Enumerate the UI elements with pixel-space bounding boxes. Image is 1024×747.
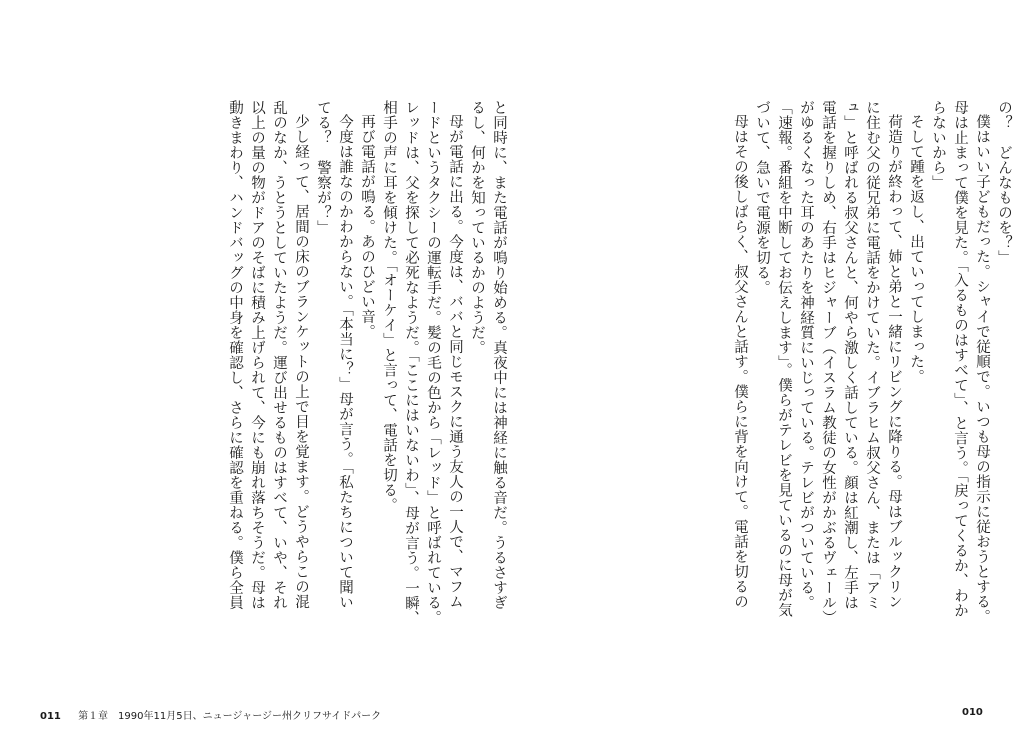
- right-page-body: [545, 100, 1015, 660]
- text-line: 再び電話が鳴る。あのひどい音。: [359, 114, 375, 339]
- left-page-footer: [40, 707, 381, 722]
- running-head: 第１章 1990年11月5日、ニュージャージー州クリフサイドパーク: [78, 711, 382, 722]
- text-line: そして踵を返し、出ていってしまった。: [908, 114, 924, 384]
- text-line: 荷造りが終わって、姉と弟と一緒にリビングに降りる。母はブルックリン: [886, 114, 902, 609]
- text-line: 電話を握りしめ、右手はヒジャーブ（イスラム教徒の女性がかぶるヴェール）: [820, 100, 836, 625]
- text-line: 相手の声に耳を傾けた。「オーケイ」と言って、電話を切る。: [381, 100, 397, 513]
- text-line: るし、何かを知っているかのようだ。: [469, 100, 485, 355]
- text-line: ードというタクシーの運転手だ。髪の毛の色から「レッド」と呼ばれている。: [425, 100, 441, 625]
- text-line: の？ どんなものを？」: [996, 100, 1012, 265]
- text-line: てる？ 警察が？」: [315, 100, 331, 235]
- text-line: 動きまわり、ハンドバッグの中身を確認し、さらに確認を重ねる。僕ら全員: [227, 100, 243, 610]
- text-line: づいて、急いで電源を切る。: [754, 100, 770, 295]
- text-line: に住む父の従兄弟に電話をかけていた。イブラヒム叔父さん、または「アミ: [864, 100, 880, 610]
- right-page-footer: [962, 707, 997, 718]
- text-line: レッドは、父を探して必死なようだ。「ここにはいないわ」、母が言う。一瞬、: [403, 100, 419, 626]
- text-line: 以上の量の物がドアのそばに積み上げられて、今にも崩れ落ちそうだ。母は: [249, 100, 265, 610]
- text-line: 今度は誰なのかわからない。「本当に？」母が言う。「私たちについて聞い: [337, 114, 353, 610]
- text-line: と同時に、また電話が鳴り始める。真夜中には神経に触る音だ。うるさすぎ: [491, 100, 507, 610]
- left-page-number: 011: [40, 711, 61, 722]
- left-page-body: [40, 100, 510, 660]
- text-line: 僕はいい子どもだった。シャイで従順で。いつも母の指示に従おうとする。: [974, 114, 990, 624]
- text-line: 母が電話に出る。今度は、ババと同じモスクに通う友人の一人で、マフム: [447, 114, 463, 609]
- text-line: らないから」: [930, 100, 946, 190]
- text-line: ュ」と呼ばれる叔父さんと、何やら激しく話している。顔は紅潮し、左手は: [842, 100, 858, 610]
- text-line: がゆるくなった耳のあたりを神経質にいじっている。テレビがついている。: [798, 100, 814, 610]
- text-line: 母はその後しばらく、叔父さんと話す。僕らに背を向けて。電話を切るの: [732, 114, 748, 609]
- text-line: 母は止まって僕を見た。「入るものはすべて」、と言う。「戻ってくるか、わか: [952, 100, 968, 619]
- text-line: 「速報。番組を中断してお伝えします」。僕らがテレビを見ているのに母が気: [776, 100, 792, 618]
- right-page-number: 010: [962, 707, 983, 718]
- text-line: 乱のなか、うとうとしていたようだ。運び出せるものはすべて、いや、それ: [271, 100, 287, 610]
- text-line: 少し経って、居間の床のブランケットの上で目を覚ます。どうやらこの混: [293, 114, 309, 609]
